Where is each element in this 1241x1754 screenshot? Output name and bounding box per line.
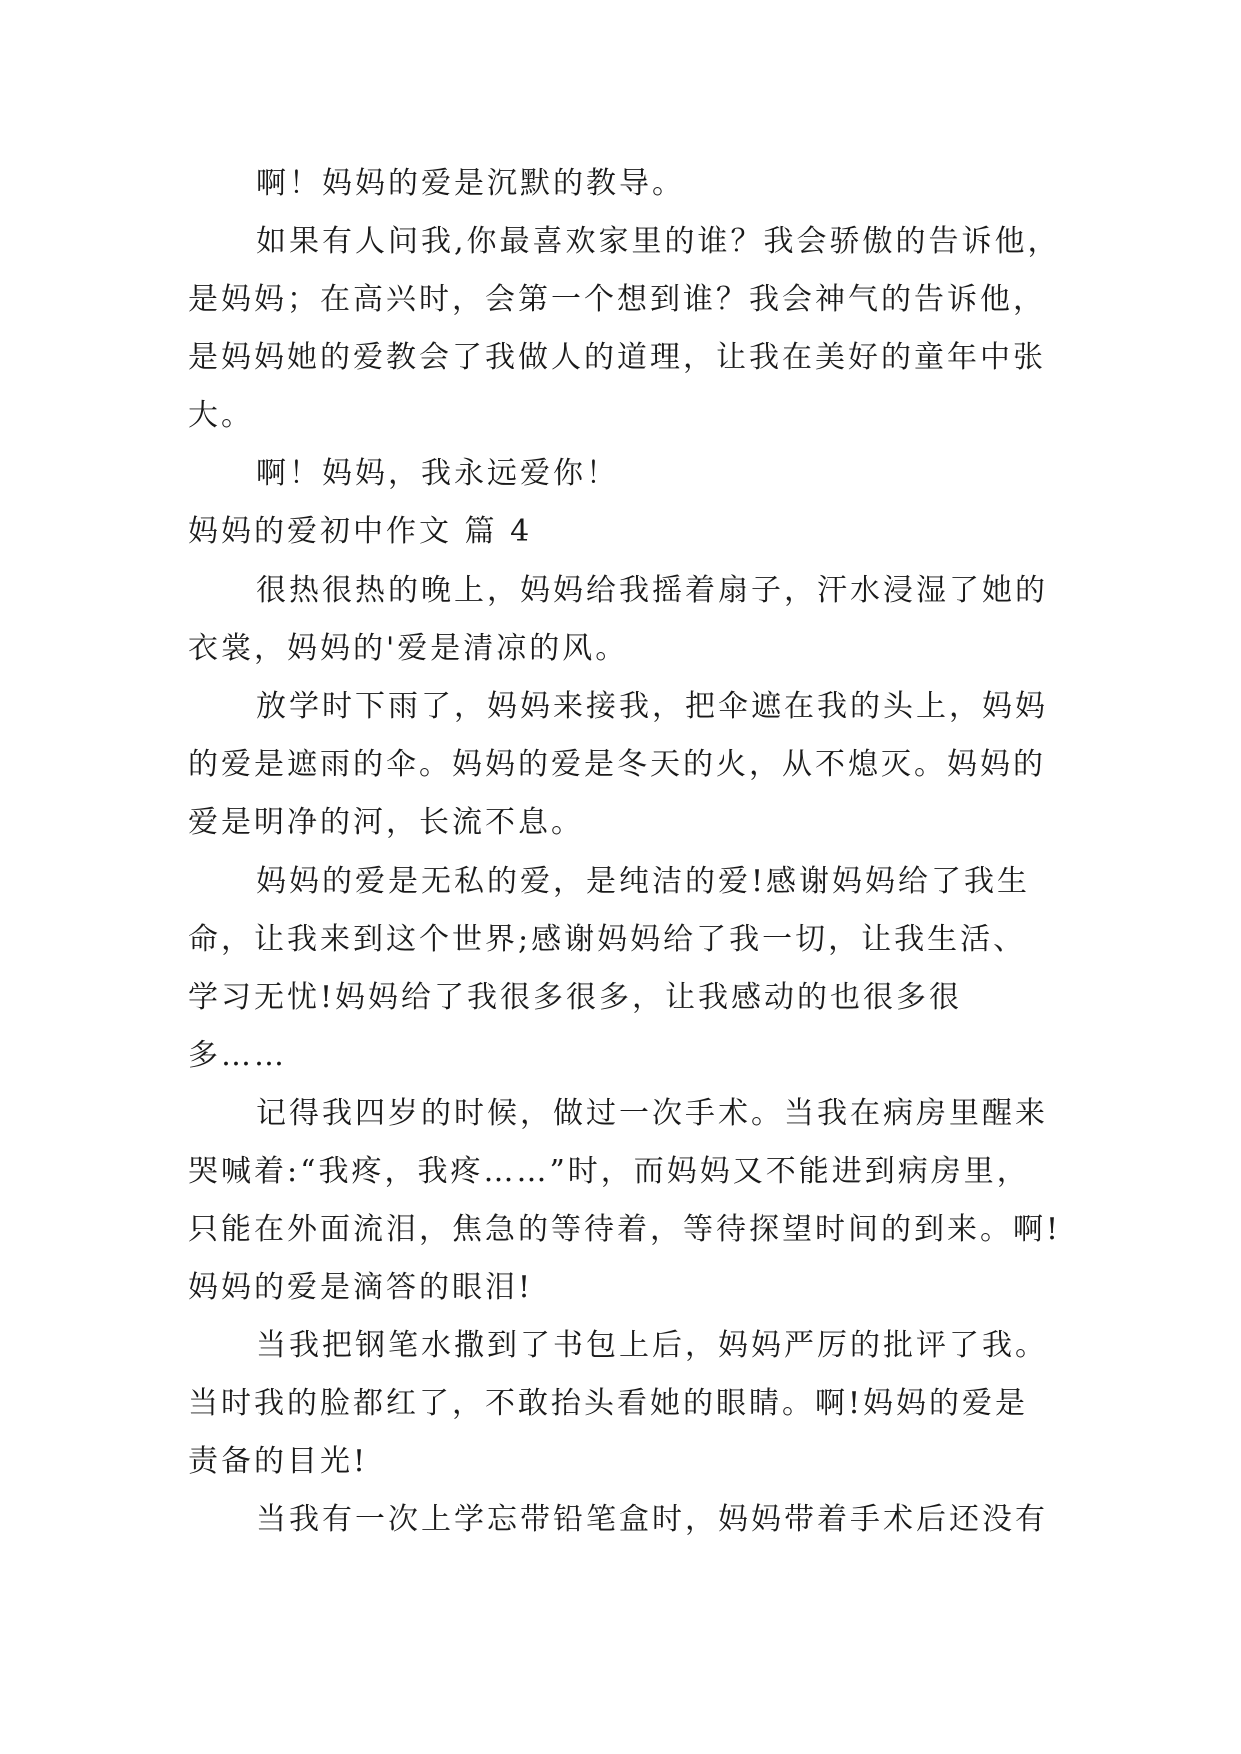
paragraph-line: 多……	[188, 1038, 287, 1073]
section-heading: 妈妈的爱初中作文 篇 4	[188, 514, 533, 549]
paragraph-line: 记得我四岁的时候，做过一次手术。当我在病房里醒来	[256, 1096, 1048, 1131]
paragraph-line: 只能在外面流泪，焦急的等待着，等待探望时间的到来。啊!	[188, 1212, 1062, 1247]
paragraph-line: 啊！妈妈的爱是沉默的教导。	[256, 166, 685, 201]
paragraph-line: 衣裳，妈妈的'爱是清凉的风。	[188, 631, 629, 666]
paragraph-line: 啊！妈妈，我永远爱你！	[256, 456, 619, 491]
paragraph-line: 当我把钢笔水撒到了书包上后，妈妈严厉的批评了我。	[256, 1328, 1048, 1363]
paragraph-line: 如果有人问我,你最喜欢家里的谁？我会骄傲的告诉他，	[256, 224, 1061, 259]
paragraph-line: 的爱是遮雨的伞。妈妈的爱是冬天的火，从不熄灭。妈妈的	[188, 747, 1046, 782]
paragraph-line: 大。	[188, 398, 254, 433]
paragraph-line: 当时我的脸都红了，不敢抬头看她的眼睛。啊!妈妈的爱是	[188, 1386, 1029, 1421]
paragraph-line: 爱是明净的河，长流不息。	[188, 805, 584, 840]
paragraph-line: 妈妈的爱是滴答的眼泪!	[188, 1270, 534, 1305]
paragraph-line: 哭喊着:“我疼，我疼……”时，而妈妈又不能进到病房里，	[188, 1154, 1030, 1189]
paragraph-line: 放学时下雨了，妈妈来接我，把伞遮在我的头上，妈妈	[256, 689, 1048, 724]
paragraph-line: 妈妈的爱是无私的爱，是纯洁的爱!感谢妈妈给了我生	[256, 864, 1031, 899]
paragraph-line: 是妈妈她的爱教会了我做人的道理，让我在美好的童年中张	[188, 340, 1046, 375]
paragraph-line: 责备的目光!	[188, 1444, 369, 1479]
paragraph-line: 很热很热的晚上，妈妈给我摇着扇子，汗水浸湿了她的	[256, 573, 1048, 608]
paragraph-line: 是妈妈；在高兴时，会第一个想到谁？我会神气的告诉他，	[188, 282, 1046, 317]
paragraph-line: 学习无忧!妈妈给了我很多很多，让我感动的也很多很	[188, 980, 963, 1015]
paragraph-line: 命，让我来到这个世界;感谢妈妈给了我一切，让我生活、	[188, 922, 1027, 957]
paragraph-line: 当我有一次上学忘带铅笔盒时，妈妈带着手术后还没有	[256, 1502, 1048, 1537]
